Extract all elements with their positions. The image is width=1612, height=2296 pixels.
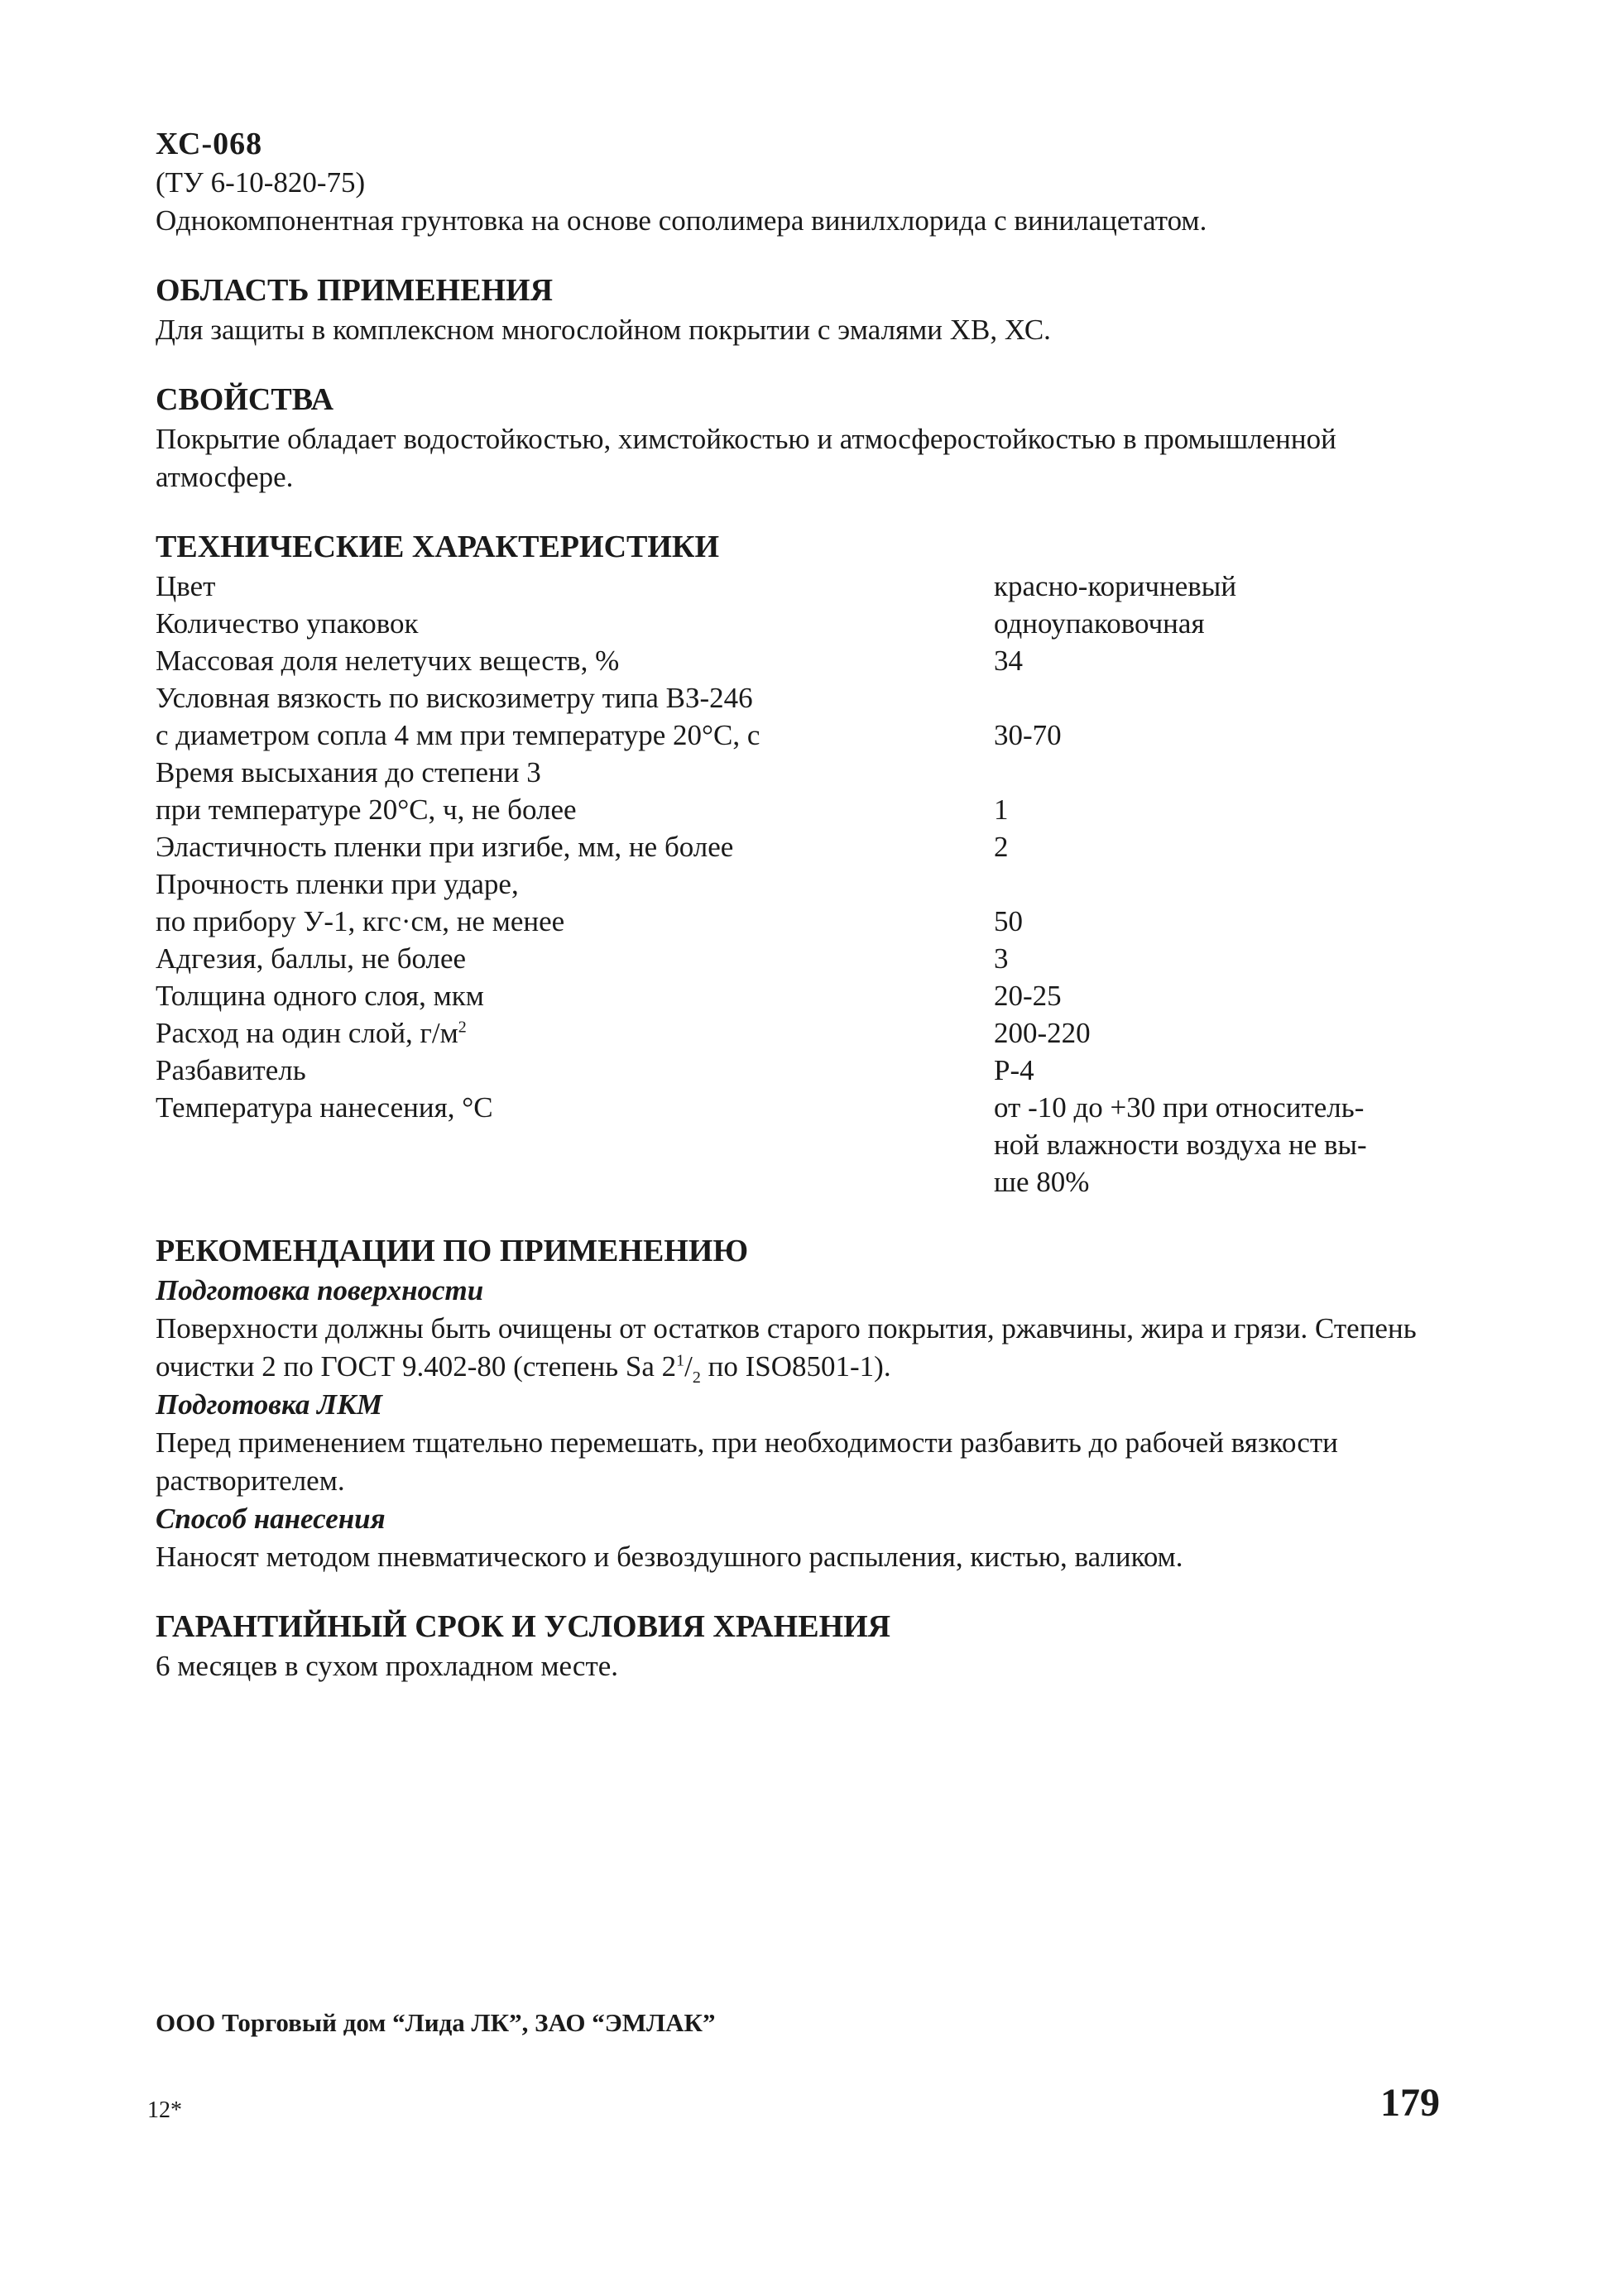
product-standard: (ТУ 6-10-820-75) <box>156 166 366 199</box>
spec-value-line: ше 80% <box>994 1166 1090 1198</box>
application-area-text: Для защиты в комплексном многослойном покрытии с эмалями ХВ, ХС. <box>156 314 1051 346</box>
superscript: 2 <box>458 1018 467 1037</box>
product-code: ХС-068 <box>156 127 263 161</box>
spec-row <box>156 568 1446 605</box>
surface-prep-text-end: по ISO8501-1). <box>700 1350 891 1383</box>
spec-row <box>156 977 1446 1014</box>
spec-value: красно-коричневый <box>994 570 1237 602</box>
recommendations-section <box>156 1230 1446 1576</box>
spec-row <box>156 791 1446 828</box>
technical-specs-section <box>156 526 1446 1201</box>
spec-row <box>156 865 1446 903</box>
lkm-prep-title: Подготовка ЛКМ <box>156 1388 382 1421</box>
surface-prep-text <box>156 1310 1446 1386</box>
spec-name: Разбавитель <box>156 1054 306 1086</box>
spec-row <box>156 1014 1446 1052</box>
spec-row <box>156 1089 1446 1201</box>
spec-name: при температуре 20°С, ч, не более <box>156 793 577 826</box>
specs-table <box>156 568 1446 1201</box>
technical-specs-title: ТЕХНИЧЕСКИЕ ХАРАКТЕРИСТИКИ <box>156 530 720 564</box>
spec-value-line: от -10 до +30 при относитель- <box>994 1091 1365 1124</box>
spec-value: 3 <box>994 942 1009 975</box>
spec-value <box>994 1089 1446 1201</box>
spec-row <box>156 903 1446 940</box>
spec-value: 2 <box>994 831 1009 863</box>
spec-row <box>156 642 1446 679</box>
properties-text: Покрытие обладает водостойкостью, химстойкостью и атмосферостойкостью в промышленной атмосфере. <box>156 423 1336 493</box>
surface-prep-text-main: Поверхности должны быть очищены от остатков старого покрытия, ржавчины, жира и грязи. Степень очистки 2 по ГОСТ 9.402-80 (степень Sa 2 <box>156 1312 1417 1383</box>
fraction-denominator: 2 <box>692 1368 701 1387</box>
spec-name: Количество упаковок <box>156 607 419 640</box>
properties-section <box>156 379 1446 496</box>
footer-company: ООО Торговый дом “Лида ЛК”, ЗАО “ЭМЛАК” <box>156 2008 716 2037</box>
spec-value: 50 <box>994 905 1023 937</box>
spec-value: 200-220 <box>994 1017 1091 1049</box>
signature-mark: 12* <box>147 2097 182 2123</box>
spec-name: Эластичность пленки при изгибе, мм, не более <box>156 831 734 863</box>
spec-value <box>994 865 1446 903</box>
surface-prep-title: Подготовка поверхности <box>156 1274 484 1306</box>
spec-name: Время высыхания до степени 3 <box>156 756 541 789</box>
spec-value: 34 <box>994 645 1023 677</box>
spec-value <box>994 754 1446 791</box>
spec-name: Условная вязкость по вискозиметру типа ВЗ-246 <box>156 682 753 714</box>
application-method-title: Способ нанесения <box>156 1503 386 1535</box>
spec-row <box>156 679 1446 717</box>
spec-row <box>156 717 1446 754</box>
application-method-text: Наносят методом пневматического и безвоздушного распыления, кистью, валиком. <box>156 1541 1183 1573</box>
spec-name: по прибору У-1, кгс·см, не менее <box>156 905 565 937</box>
spec-value-line: ной влажности воздуха не вы- <box>994 1129 1367 1161</box>
spec-value: Р-4 <box>994 1054 1034 1086</box>
fraction-slash: / <box>684 1350 693 1383</box>
recommendations-title: РЕКОМЕНДАЦИИ ПО ПРИМЕНЕНИЮ <box>156 1234 749 1268</box>
page-number: 179 <box>1380 2081 1440 2125</box>
spec-name: Толщина одного слоя, мкм <box>156 980 484 1012</box>
spec-value <box>994 679 1446 717</box>
spec-value: 20-25 <box>994 980 1062 1012</box>
spec-name: Массовая доля нелетучих веществ, % <box>156 645 620 677</box>
properties-title: СВОЙСТВА <box>156 382 334 417</box>
storage-title: ГАРАНТИЙНЫЙ СРОК И УСЛОВИЯ ХРАНЕНИЯ <box>156 1609 891 1644</box>
spec-name: Адгезия, баллы, не более <box>156 942 467 975</box>
storage-text: 6 месяцев в сухом прохладном месте. <box>156 1650 619 1682</box>
spec-row <box>156 940 1446 977</box>
product-description: Однокомпонентная грунтовка на основе сополимера винилхлорида с винилацетатом. <box>156 204 1207 237</box>
spec-name-text: Расход на один слой, г/м <box>156 1017 458 1049</box>
spec-value: 1 <box>994 793 1009 826</box>
spec-value: 30-70 <box>994 719 1062 751</box>
spec-name: Температура нанесения, °С <box>156 1091 493 1124</box>
storage-section <box>156 1606 1446 1685</box>
fraction-numerator: 1 <box>676 1351 685 1370</box>
document-page <box>156 124 1446 1685</box>
application-area-section <box>156 270 1446 349</box>
application-area-title: ОБЛАСТЬ ПРИМЕНЕНИЯ <box>156 273 554 308</box>
spec-row <box>156 605 1446 642</box>
spec-row <box>156 754 1446 791</box>
product-header <box>156 124 1446 240</box>
spec-name: Цвет <box>156 570 216 602</box>
lkm-prep-text: Перед применением тщательно перемешать, при необходимости разбавить до рабочей вязкости растворителем. <box>156 1426 1338 1497</box>
spec-name: с диаметром сопла 4 мм при температуре 20°С, с <box>156 719 760 751</box>
spec-name <box>156 1014 994 1052</box>
spec-row <box>156 1052 1446 1089</box>
spec-name: Прочность пленки при ударе, <box>156 868 519 900</box>
spec-row <box>156 828 1446 865</box>
spec-value: одноупаковочная <box>994 607 1205 640</box>
